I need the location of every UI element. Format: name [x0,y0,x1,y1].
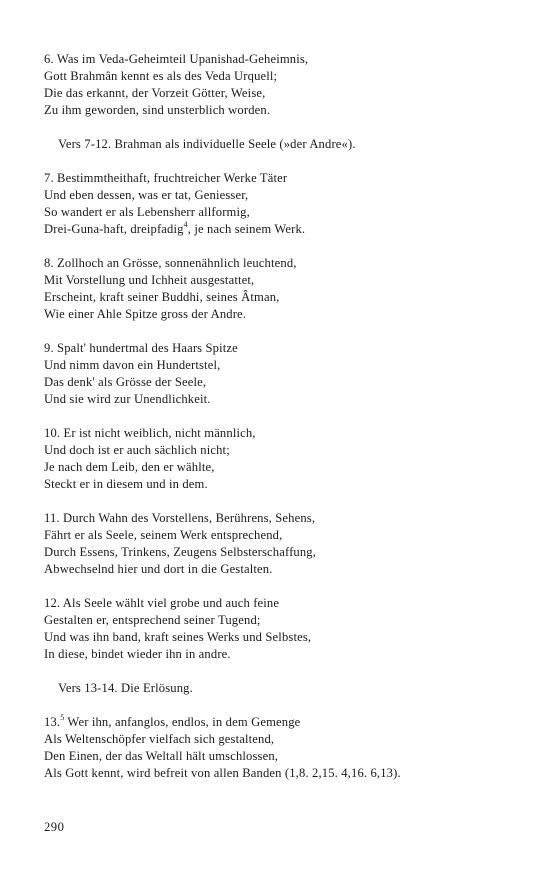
verse-text: Drei-Guna-haft, dreipfadig [44,222,184,236]
verse-text: 6. Was im Veda-Geheimteil Upanishad-Geheimnis, [44,52,309,66]
verse-text: Steckt er in diesem und in dem. [44,477,208,491]
verse-line [44,68,524,85]
footnote-marker: 4 [183,219,188,229]
verse-stanza [44,51,524,119]
verse-text: In diese, bindet wieder ihn in andre. [44,647,231,661]
verse-text: 8. Zollhoch an Grösse, sonnenähnlich leuchtend, [44,256,297,270]
verse-line [44,731,524,748]
verse-line [44,289,524,306]
verse-line [44,170,524,187]
verse-line [44,85,524,102]
verse-text: Abwechselnd hier und dort in die Gestalten. [44,562,273,576]
verse-text: Wie einer Ahle Spitze gross der Andre. [44,307,247,321]
verse-line [44,391,524,408]
verse-line [44,527,524,544]
verse-line [44,476,524,493]
verse-line [44,102,524,119]
verse-line [44,187,524,204]
verse-text: Und doch ist er auch sächlich nicht; [44,443,230,457]
verse-text: 10. Er ist nicht weiblich, nicht männlich, [44,426,256,440]
verse-line [44,340,524,357]
verse-text: Und was ihn band, kraft seines Werks und Selbstes, [44,630,312,644]
verse-stanza [44,425,524,493]
verse-text: 9. Spalt' hundertmal des Haars Spitze [44,341,238,355]
verse-text: 13. [44,715,61,729]
verse-line [44,765,524,782]
verse-text: Je nach dem Leib, den er wählte, [44,460,215,474]
verse-line [44,374,524,391]
verse-line [44,221,524,238]
verse-line [44,425,524,442]
verse-stanza [44,595,524,663]
verse-line [44,51,524,68]
verse-text-continued: Wer ihn, anfanglos, endlos, in dem Gemenge [64,715,301,729]
verse-text: Den Einen, der das Weltall hält umschlossen, [44,749,279,763]
verse-line [44,459,524,476]
verse-line [44,357,524,374]
verse-line [44,646,524,663]
verse-text: Als Gott kennt, wird befreit von allen Banden (1,8. 2,15. 4,16. 6,13). [44,766,401,780]
verse-text: 7. Bestimmtheithaft, fruchtreicher Werke Täter [44,171,288,185]
verse-stanza [44,340,524,408]
verse-text: Und nimm davon ein Hundertstel, [44,358,221,372]
section-heading: Vers 13-14. Die Erlösung. [58,681,193,695]
page-body [44,51,524,799]
verse-line [44,629,524,646]
verse-text: Durch Essens, Trinkens, Zeugens Selbsterschaffung, [44,545,317,559]
verse-stanza [44,510,524,578]
verse-text: Als Weltenschöpfer vielfach sich gestaltend, [44,732,275,746]
verse-text: So wandert er als Lebensherr allformig, [44,205,250,219]
verse-text: Gestalten er, entsprechend seiner Tugend; [44,613,261,627]
verse-line [44,204,524,221]
verse-text: Und sie wird zur Unendlichkeit. [44,392,211,406]
verse-text: 11. Durch Wahn des Vorstellens, Berührens, Sehens, [44,511,316,525]
verse-line [44,272,524,289]
verse-text: Erscheint, kraft seiner Buddhi, seines Âtman, [44,290,280,304]
verse-line [44,714,524,731]
verse-text: Die das erkannt, der Vorzeit Götter, Weise, [44,86,266,100]
verse-text: Gott Brahmân kennt es als des Veda Urquell; [44,69,278,83]
verse-text-continued: , je nach seinem Werk. [187,222,306,236]
verse-stanza [44,255,524,323]
verse-text: Das denk' als Grösse der Seele, [44,375,207,389]
verse-text: 12. Als Seele wählt viel grobe und auch feine [44,596,280,610]
verse-line [44,748,524,765]
verse-text: Und eben dessen, was er tat, Geniesser, [44,188,249,202]
page-number: 290 [44,820,65,834]
verse-line [44,510,524,527]
verse-line [44,544,524,561]
verse-text: Fährt er als Seele, seinem Werk entsprechend, [44,528,283,542]
section-heading: Vers 7-12. Brahman als individuelle Seele (»der Andre«). [58,137,356,151]
verse-text: Mit Vorstellung und Ichheit ausgestattet, [44,273,255,287]
verse-line [44,442,524,459]
verse-line [44,612,524,629]
verse-text: Zu ihm geworden, sind unsterblich worden. [44,103,271,117]
verse-stanza [44,170,524,238]
verse-line [44,595,524,612]
verse-line [44,561,524,578]
verse-stanza [44,714,524,782]
verse-line [44,306,524,323]
footnote-marker: 5 [60,712,65,722]
verse-line [44,255,524,272]
